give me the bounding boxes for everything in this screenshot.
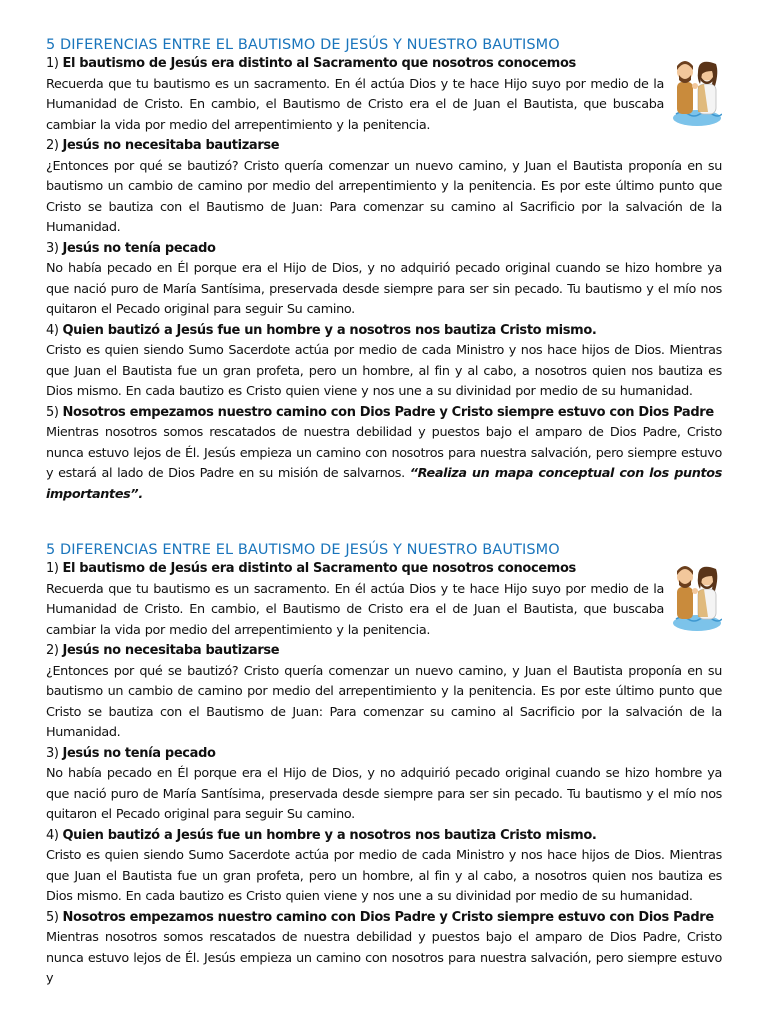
item-heading [46,403,722,424]
item-heading-text: El bautismo de Jesús era distinto al Sacramento que nosotros conocemos [62,56,576,71]
item-body [46,423,722,505]
item-heading [46,321,722,342]
list-item [46,239,722,321]
item-body: Recuerda que tu bautismo es un sacramento. En él actúa Dios y te hace Hijo suyo por medio de la Humanidad de Cristo. En cambio, el Bautismo de Cristo era el de Juan el Bautista, que buscaba cambiar la vida por medio del arrepentimiento y la penitencia. [46,76,664,133]
list-item [46,908,722,990]
list-item [46,826,722,908]
item-heading-text: Quien bautizó a Jesús fue un hombre y a nosotros nos bautiza Cristo mismo. [62,322,597,338]
item-body: ¿Entonces por qué se bautizó? Cristo quería comenzar un nuevo camino, y Juan el Bautista proponía en su bautismo un cambio de camino por medio del arrepentimiento y la penitencia. Es por este último punto que Cristo se bautiza con el Bautismo de Juan: Para comenzar su camino al Sacrificio por la salvación de la Humanidad. [46,663,722,740]
item-heading-text: Jesús no tenía pecado [62,240,216,256]
item-body: Recuerda que tu bautismo es un sacramento. En él actúa Dios y te hace Hijo suyo por medio de la Humanidad de Cristo. En cambio, el Bautismo de Cristo era el de Juan el Bautista, que buscaba cambiar la vida por medio del arrepentimiento y la penitencia. [46,581,664,638]
baptism-of-jesus-icon [672,557,722,631]
item-number: 5) [46,909,59,925]
item-heading-text: Nosotros empezamos nuestro camino con Dios Padre y Cristo siempre estuvo con Dios Padre [62,404,714,420]
list-item [46,559,722,641]
item-number: 3) [46,745,59,761]
item-heading-text: Jesús no tenía pecado [62,745,216,761]
item-number: 2) [46,138,59,153]
list-item [46,403,722,506]
baptism-of-jesus-icon [672,52,722,126]
item-body: Mientras nosotros somos rescatados de nuestra debilidad y puestos bajo el amparo de Dios Padre, Cristo nunca estuvo lejos de Él. Jesús empieza un camino con nosotros para nuestra salvación, pero siempre estuvo y [46,930,722,986]
item-heading [46,559,722,580]
item-number: 2) [46,643,59,658]
item-number: 5) [46,404,59,420]
item-heading [46,826,722,847]
page-title: 5 DIFERENCIAS ENTRE EL BAUTISMO DE JESÚS Y NUESTRO BAUTISMO [46,542,560,558]
item-body: Cristo es quien siendo Sumo Sacerdote actúa por medio de cada Ministro y nos hace hijos de Dios. Mientras que Juan el Bautista fue un gran profeta, pero un hombre, al fin y al cabo, a nosotros quien nos bautiza es Dios mismo. En cada bautizo es Cristo quien viene y nos une a su divinidad por medio de su humanidad. [46,848,722,904]
item-heading-text: Quien bautizó a Jesús fue un hombre y a nosotros nos bautiza Cristo mismo. [62,827,597,843]
item-body: ¿Entonces por qué se bautizó? Cristo quería comenzar un nuevo camino, y Juan el Bautista proponía en su bautismo un cambio de camino por medio del arrepentimiento y la penitencia. Es por este último punto que Cristo se bautiza con el Bautismo de Juan: Para comenzar su camino al Sacrificio por la salvación de la Humanidad. [46,158,722,235]
list-item [46,641,722,744]
list-item [46,54,722,136]
page-title: 5 DIFERENCIAS ENTRE EL BAUTISMO DE JESÚS Y NUESTRO BAUTISMO [46,37,560,53]
item-heading-text: Jesús no necesitaba bautizarse [62,643,280,658]
item-number: 1) [46,56,59,71]
item-body: No había pecado en Él porque era el Hijo de Dios, y no adquirió pecado original cuando se hizo hombre ya que nació puro de María Santísima, preservada desde siempre para ser sin pecado. Tu bautismo y el mío nos quitaron el Pecado original para seguir Su camino. [46,261,722,317]
item-heading-text: Jesús no necesitaba bautizarse [62,138,280,153]
item-number: 3) [46,240,59,256]
item-heading [46,54,722,75]
list-item [46,744,722,826]
list-item [46,321,722,403]
item-heading-text: El bautismo de Jesús era distinto al Sacramento que nosotros conocemos [62,561,576,576]
task-instruction: “Realiza un mapa conceptual con los puntos importantes” [46,466,722,502]
item-body: Cristo es quien siendo Sumo Sacerdote actúa por medio de cada Ministro y nos hace hijos de Dios. Mientras que Juan el Bautista fue un gran profeta, pero un hombre, al fin y al cabo, a nosotros quien nos bautiza es Dios mismo. En cada bautizo es Cristo quien viene y nos une a su divinidad por medio de su humanidad. [46,343,722,399]
list-item [46,136,722,239]
item-heading-text: Nosotros empezamos nuestro camino con Dios Padre y Cristo siempre estuvo con Dios Padre [62,909,714,925]
handout-block-1 [46,36,722,505]
handout-block-2 [46,541,722,990]
item-number: 1) [46,561,59,576]
item-body: No había pecado en Él porque era el Hijo de Dios, y no adquirió pecado original cuando se hizo hombre ya que nació puro de María Santísima, preservada desde siempre para ser sin pecado. Tu bautismo y el mío nos quitaron el Pecado original para seguir Su camino. [46,766,722,822]
task-instruction-end: . [138,486,143,502]
item-heading [46,239,722,260]
item-body-text: Mientras nosotros somos rescatados de nuestra debilidad y puestos bajo el amparo de Dios Padre, Cristo nunca estuvo lejos de Él. Jesús empieza un camino con nosotros para nuestra salvación, pero siempre estuvo y estará al lado de Dios Padre en su misión de salvarnos. [46,425,722,481]
item-number: 4) [46,827,59,843]
item-heading [46,908,722,929]
item-number: 4) [46,322,59,338]
item-heading [46,136,722,157]
item-heading [46,744,722,765]
item-heading [46,641,722,662]
